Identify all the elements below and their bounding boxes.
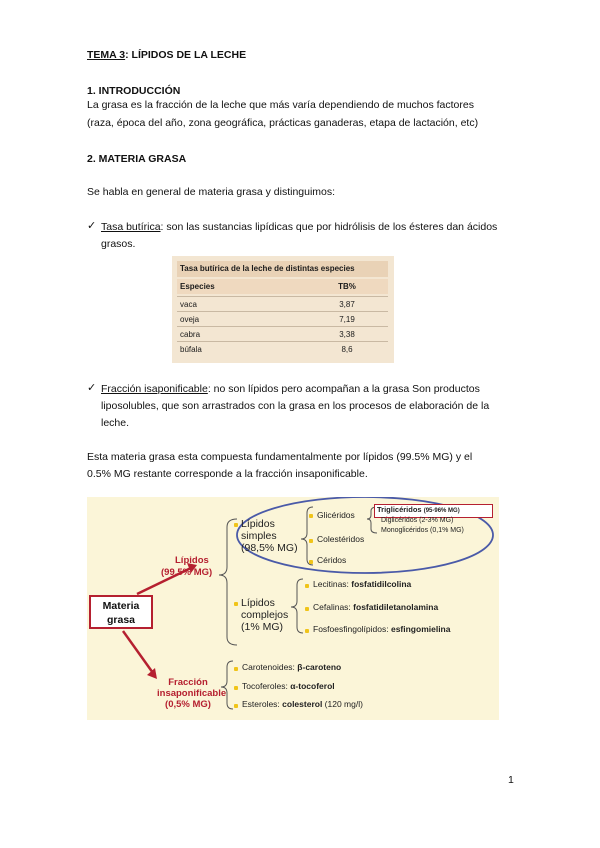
section2-intro: Se habla en general de materia grasa y distinguimos: — [87, 186, 336, 198]
bullet-icon — [234, 602, 238, 606]
fosfo-value: esfingomielina — [390, 624, 451, 634]
bullet-icon — [305, 629, 309, 633]
lecitinas-label — [313, 579, 411, 590]
carotenoides-value: β-caroteno — [297, 662, 342, 672]
lipidos-pct: (99,5% MG) — [161, 567, 213, 578]
tocoferoles-value: α-tocoferol — [290, 681, 335, 691]
table-row — [177, 341, 388, 357]
bullet2-line3: leche. — [101, 417, 130, 429]
cefalinas-value: fosfatidiletanolamina — [353, 602, 439, 612]
cefalinas-name: Cefalinas: — [313, 602, 354, 612]
esteroles-value: colesterol — [282, 699, 323, 709]
insap-line1: Fracción — [168, 677, 208, 688]
lecitinas-value: fosfatidilcolina — [351, 579, 412, 589]
bullet2-term: Fracción isaponificable — [101, 383, 208, 395]
bullet-icon — [234, 523, 238, 527]
bullet-icon — [305, 607, 309, 611]
title-rest: : LÍPIDOS DE LA LECHE — [125, 49, 247, 61]
esteroles-name: Esteroles: — [242, 699, 283, 709]
simples-label — [241, 518, 298, 554]
title-prefix: TEMA 3 — [87, 49, 126, 61]
bullet-icon — [309, 539, 313, 543]
table-header-tb: TB% — [338, 282, 356, 291]
page-title — [87, 48, 246, 62]
bullet2-line2: liposolubles, que son arrastrados con la grasa en los procesos de elaboración de la — [101, 400, 490, 412]
gliceridos-label: Glicéridos — [317, 510, 355, 520]
bullet-icon — [234, 686, 238, 690]
esteroles-label — [242, 699, 363, 710]
table-row — [177, 311, 388, 327]
tocoferoles-label — [242, 681, 335, 692]
table-header — [177, 279, 388, 294]
insap-line2: insaponificable — [157, 688, 227, 699]
simples-line3: (98,5% MG) — [241, 542, 298, 554]
table-row — [177, 326, 388, 342]
complejos-line2: complejos — [241, 609, 289, 621]
materia-grasa-box — [89, 595, 153, 629]
table-header-species: Especies — [180, 282, 215, 291]
table-row — [177, 296, 388, 312]
insap-line3: (0,5% MG) — [165, 699, 211, 710]
butyric-rate-table — [172, 256, 394, 363]
root-line2: grasa — [106, 614, 136, 626]
table-cell-species: oveja — [180, 315, 200, 324]
monogliceridos-label: Monoglicéridos (0,1% MG) — [381, 527, 464, 534]
colesteridos-label: Colestéridos — [317, 534, 365, 544]
section1-heading: 1. INTRODUCCIÓN — [87, 85, 181, 97]
carotenoides-label — [242, 662, 341, 673]
complejos-label — [241, 597, 288, 633]
section1-line1: La grasa es la fracción de la leche que más varía dependiendo de muchos factores — [87, 99, 474, 111]
checkmark-icon: ✓ — [87, 382, 97, 394]
simples-line2: simples — [241, 530, 277, 542]
section2-heading: 2. MATERIA GRASA — [87, 153, 187, 165]
paragraph-line2: 0.5% MG restante corresponde a la fracción insaponificable. — [87, 468, 368, 480]
ceridos-label: Céridos — [317, 555, 347, 565]
table-cell-species: búfala — [180, 345, 202, 354]
simples-line1: Lípidos — [241, 518, 275, 530]
carotenoides-name: Carotenoides: — [242, 662, 298, 672]
bullet1-line2: grasos. — [101, 238, 136, 250]
complejos-line1: Lípidos — [241, 597, 275, 609]
tocoferoles-name: Tocoferoles: — [242, 681, 291, 691]
table-cell-species: cabra — [180, 330, 201, 339]
bullet2-text: : no son lípidos pero acompañan a la grasa Son productos — [207, 383, 480, 395]
paragraph-line1: Esta materia grasa esta compuesta fundamentalmente por lípidos (99.5% MG) y el — [87, 451, 473, 463]
table-title: Tasa butírica de la leche de distintas especies — [177, 261, 388, 277]
table-cell-tb: 8,6 — [341, 345, 353, 354]
table-cell-tb: 3,87 — [339, 300, 355, 309]
digliceridos-label: Diglicéridos (2-3% MG) — [381, 517, 454, 524]
lipidos-label: Lípidos — [175, 555, 209, 566]
bullet-icon — [309, 560, 313, 564]
table-cell-tb: 7,19 — [339, 315, 355, 324]
bullet2-line1 — [101, 382, 480, 396]
page-number: 1 — [508, 774, 514, 786]
bullet1-term: Tasa butírica — [101, 221, 161, 233]
complejos-line3: (1% MG) — [241, 621, 283, 633]
section1-line2: (raza, época del año, zona geográfica, prácticas ganaderas, etapa de lactación, etc) — [87, 117, 479, 129]
cefalinas-label — [313, 602, 438, 613]
root-line1: Materia — [102, 600, 140, 612]
esteroles-extra: (120 mg/l) — [322, 699, 363, 709]
fosfo-label — [313, 624, 450, 635]
fosfo-name: Fosfoesfingolípidos: — [313, 624, 391, 634]
table-cell-species: vaca — [180, 300, 197, 309]
trigliceridos-name: Triglicéridos — [377, 505, 422, 514]
bullet1-text: : son las sustancias lipídicas que por hidrólisis de los ésteres dan ácidos — [160, 221, 498, 233]
bullet-icon — [234, 704, 238, 708]
insap-label — [157, 677, 227, 710]
trigliceridos-pct: (95-96% MG) — [423, 508, 460, 514]
table-cell-tb: 3,38 — [339, 330, 355, 339]
bullet-icon — [309, 514, 313, 518]
bullet-icon — [234, 667, 238, 671]
fat-composition-diagram — [87, 497, 499, 720]
checkmark-icon: ✓ — [87, 220, 97, 232]
bullet1-line1 — [101, 220, 497, 234]
lecitinas-name: Lecitinas: — [313, 579, 352, 589]
bullet-icon — [305, 584, 309, 588]
